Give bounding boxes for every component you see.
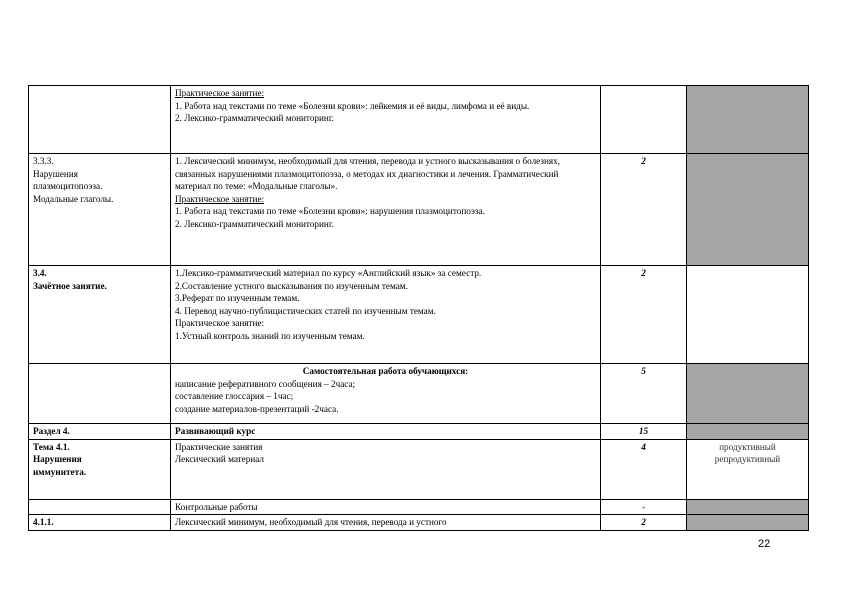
topic-title-line: иммунитета. (33, 466, 87, 477)
level-cell (687, 499, 809, 515)
content-cell (171, 266, 601, 364)
topic-title-line: Зачётное занятие. (33, 280, 107, 291)
topic-title-line: Нарушения (33, 168, 78, 179)
level-cell (687, 515, 809, 531)
content-line: 1.Устный контроль знаний по изученным темам. (175, 330, 365, 341)
table-row (29, 499, 809, 515)
hours-cell: 2 (601, 266, 687, 364)
table-row (29, 154, 809, 266)
topic-cell (29, 154, 171, 266)
topic-number: 3.3.3. (33, 156, 54, 166)
practice-heading: Практическое занятие: (175, 193, 265, 204)
practice-heading: Практическое занятие: (175, 88, 265, 98)
content-line: 1. Лексический минимум, необходимый для чтения, перевода и устного высказывания о болезнях, связанных нарушениями плазмоцитопоэза, о методах их диагностики и лечения. Грамматический материал по теме: «Модальные глаголы». (175, 156, 561, 192)
level-cell (687, 154, 809, 266)
content-line: Лексический материал (175, 454, 265, 465)
page-number: 22 (758, 538, 771, 550)
content-line: 1.Лексико-грамматический материал по курсу «Английский язык» за семестр. (175, 268, 482, 278)
topic-cell (29, 86, 171, 154)
topic-cell (29, 266, 171, 364)
content-line: 2.Составление устного высказывания по изученным темам. (175, 280, 408, 291)
level-cell (687, 439, 809, 499)
content-line: Практические занятия (175, 441, 263, 452)
section-cell: Раздел 4. (29, 424, 171, 440)
table-row (29, 86, 809, 154)
topic-cell (29, 439, 171, 499)
content-cell (171, 86, 601, 154)
content-cell (171, 154, 601, 266)
table-row (29, 439, 809, 499)
content-cell: Лексический минимум, необходимый для чтения, перевода и устного (171, 515, 601, 531)
level-label: репродуктивный (714, 454, 781, 465)
content-line: Практическое занятие: (175, 318, 265, 329)
section-title: Развивающий курс (171, 424, 601, 440)
hours-cell (601, 86, 687, 154)
content-line: написание реферативного сообщения – 2часа; (175, 378, 356, 389)
level-cell (687, 364, 809, 424)
topic-title-line: Модальные глаголы. (33, 193, 114, 204)
hours-cell: 2 (601, 515, 687, 531)
topic-cell: 4.1.1. (29, 515, 171, 531)
content-line: составление глоссария – 1час; (175, 391, 294, 402)
hours-cell: 15 (601, 424, 687, 440)
level-cell (687, 266, 809, 364)
table-row (29, 364, 809, 424)
content-cell (171, 364, 601, 424)
content-cell: Контрольные работы (171, 499, 601, 515)
content-line: 2. Лексико-грамматический мониторинг. (175, 218, 334, 229)
level-cell (687, 86, 809, 154)
content-line: 1. Работа над текстами по теме «Болезни крови»: нарушения плазмоцитопоэза. (175, 206, 485, 217)
topic-title-line: Тема 4.1. (33, 441, 70, 452)
topic-cell (29, 499, 171, 515)
self-study-heading: Самостоятельная работа обучающихся: (302, 366, 469, 376)
content-cell (171, 439, 601, 499)
level-label: продуктивный (719, 441, 776, 452)
curriculum-table (28, 85, 809, 531)
topic-title-line: Нарушения (33, 454, 82, 465)
hours-cell: 4 (601, 439, 687, 499)
topic-number: 3.4. (33, 268, 47, 278)
table-row (29, 424, 809, 440)
content-line: 4. Перевод научно-публицистических статей по изученным темам. (175, 305, 436, 316)
level-cell (687, 424, 809, 440)
hours-cell: 5 (601, 364, 687, 424)
table-row (29, 515, 809, 531)
content-line: 2. Лексико-грамматический мониторинг. (175, 113, 334, 124)
hours-cell: - (601, 499, 687, 515)
table-row (29, 266, 809, 364)
content-line: 3.Реферат по изученным темам. (175, 293, 300, 304)
content-line: создание материалов-презентаций -2часа. (175, 403, 339, 414)
content-line: 1. Работа над текстами по теме «Болезни крови»: лейкемия и её виды, лимфома и её виды. (175, 100, 530, 111)
topic-title-line: плазмоцитопоэза. (33, 181, 103, 192)
topic-cell (29, 364, 171, 424)
hours-cell: 2 (601, 154, 687, 266)
